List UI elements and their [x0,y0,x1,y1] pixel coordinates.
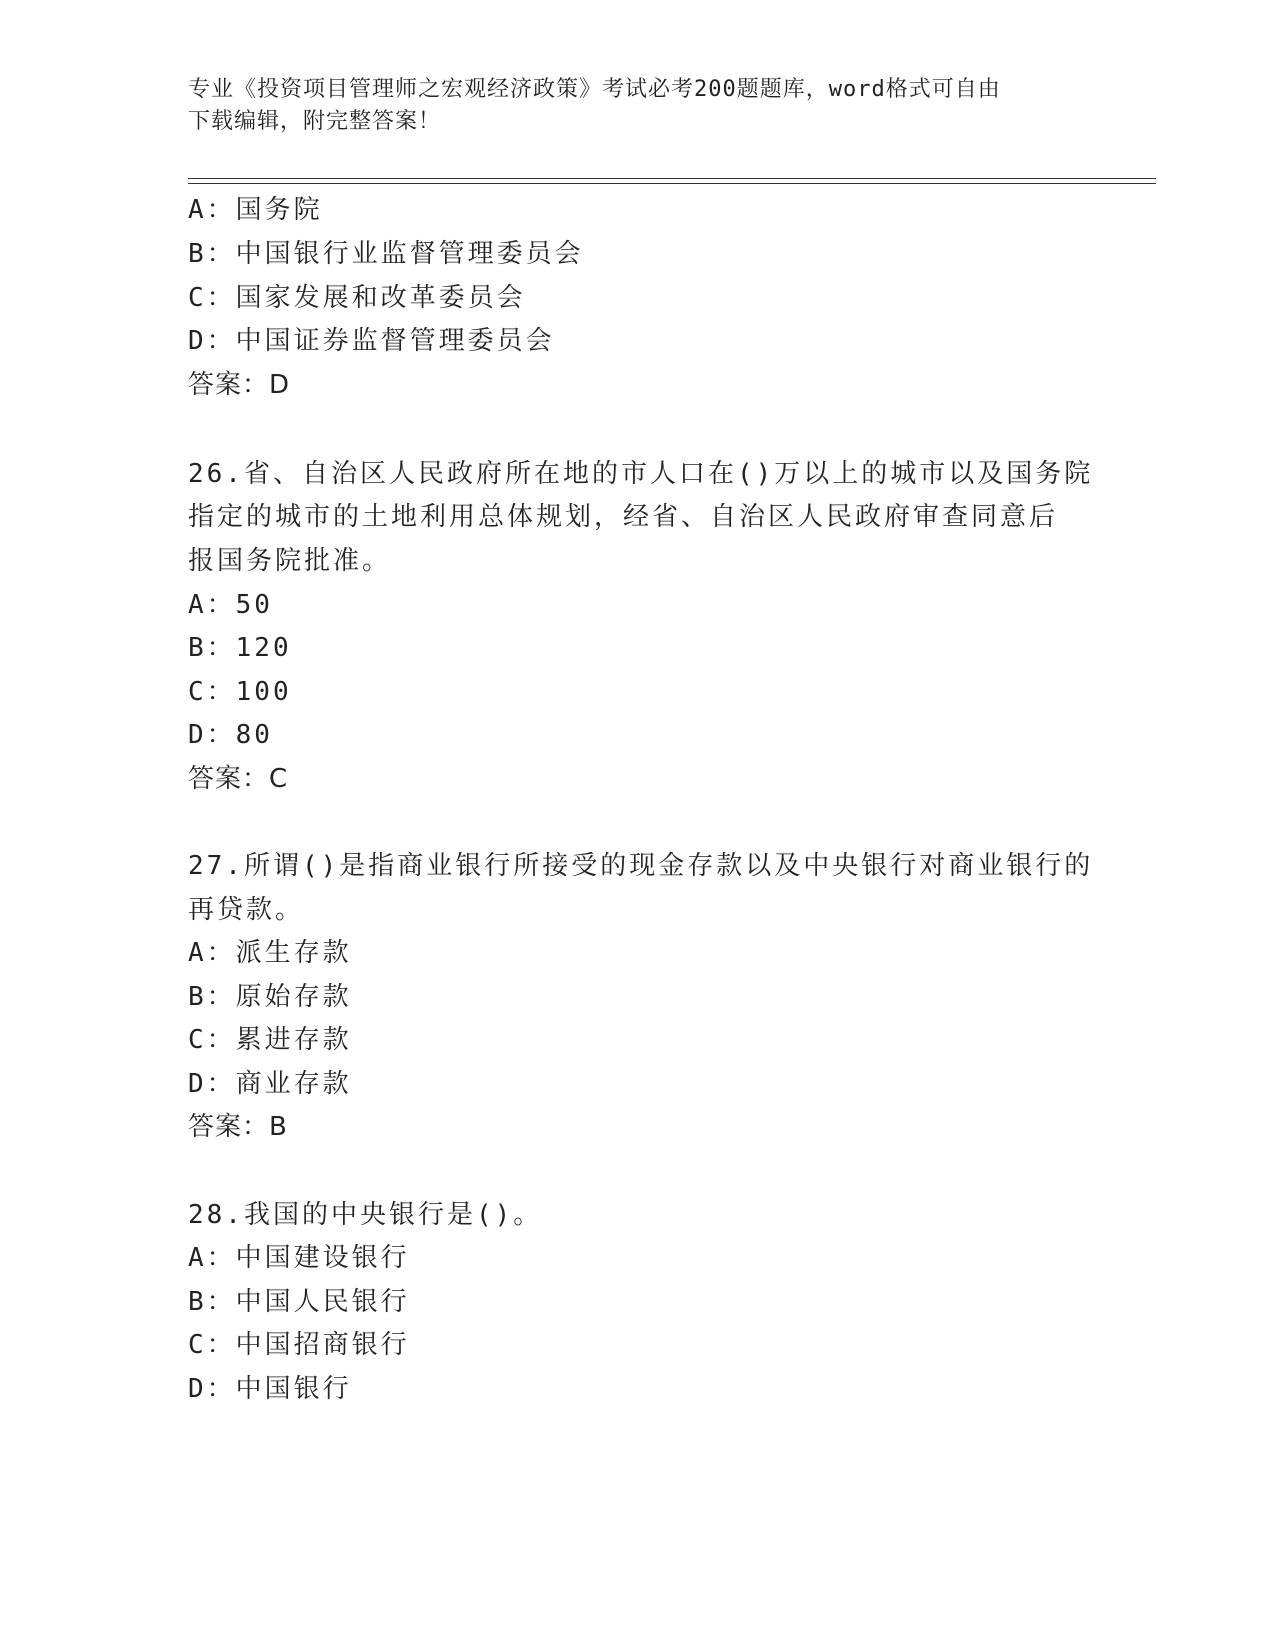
q26-answer: 答案：C [188,764,289,794]
q25-answer: 答案：D [188,370,291,400]
q25-option-c: C：国家发展和改革委员会 [188,283,526,313]
q27-option-d: D：商业存款 [188,1069,352,1099]
header-line-1: 专业《投资项目管理师之宏观经济政策》考试必考200题题库，word格式可自由 [188,77,1001,102]
q27-option-b: B：原始存款 [188,982,352,1012]
q28-option-a: A：中国建设银行 [188,1243,410,1273]
q26-option-c: C：100 [188,677,292,707]
q28-stem-line-1: 28.我国的中央银行是()。 [188,1200,543,1230]
header-line-2: 下载编辑，附完整答案！ [188,109,442,134]
q27-option-c: C：累进存款 [188,1025,352,1055]
q26-option-b: B：120 [188,633,292,663]
header-divider-top [188,178,1156,179]
q27-option-a: A：派生存款 [188,938,352,968]
q28-option-b: B：中国人民银行 [188,1287,410,1317]
q25-option-a: A：国务院 [188,195,323,225]
q26-stem-line-2: 指定的城市的土地利用总体规划，经省、自治区人民政府审查同意后 [188,502,1059,532]
q27-answer: 答案：B [188,1112,288,1142]
q27-stem-line-1: 27.所谓()是指商业银行所接受的现金存款以及中央银行对商业银行的 [188,851,1094,881]
q28-option-c: C：中国招商银行 [188,1330,410,1360]
q25-option-b: B：中国银行业监督管理委员会 [188,239,584,269]
q25-option-d: D：中国证券监督管理委员会 [188,326,555,356]
q26-stem-line-1: 26.省、自治区人民政府所在地的市人口在()万以上的城市以及国务院 [188,459,1094,489]
q26-option-d: D：80 [188,720,273,750]
header-divider-bottom [188,183,1156,184]
q26-option-a: A：50 [188,590,273,620]
q28-option-d: D：中国银行 [188,1374,352,1404]
document-header [188,74,1068,138]
q26-stem-line-3: 报国务院批准。 [188,546,392,576]
q27-stem-line-2: 再贷款。 [188,895,305,925]
